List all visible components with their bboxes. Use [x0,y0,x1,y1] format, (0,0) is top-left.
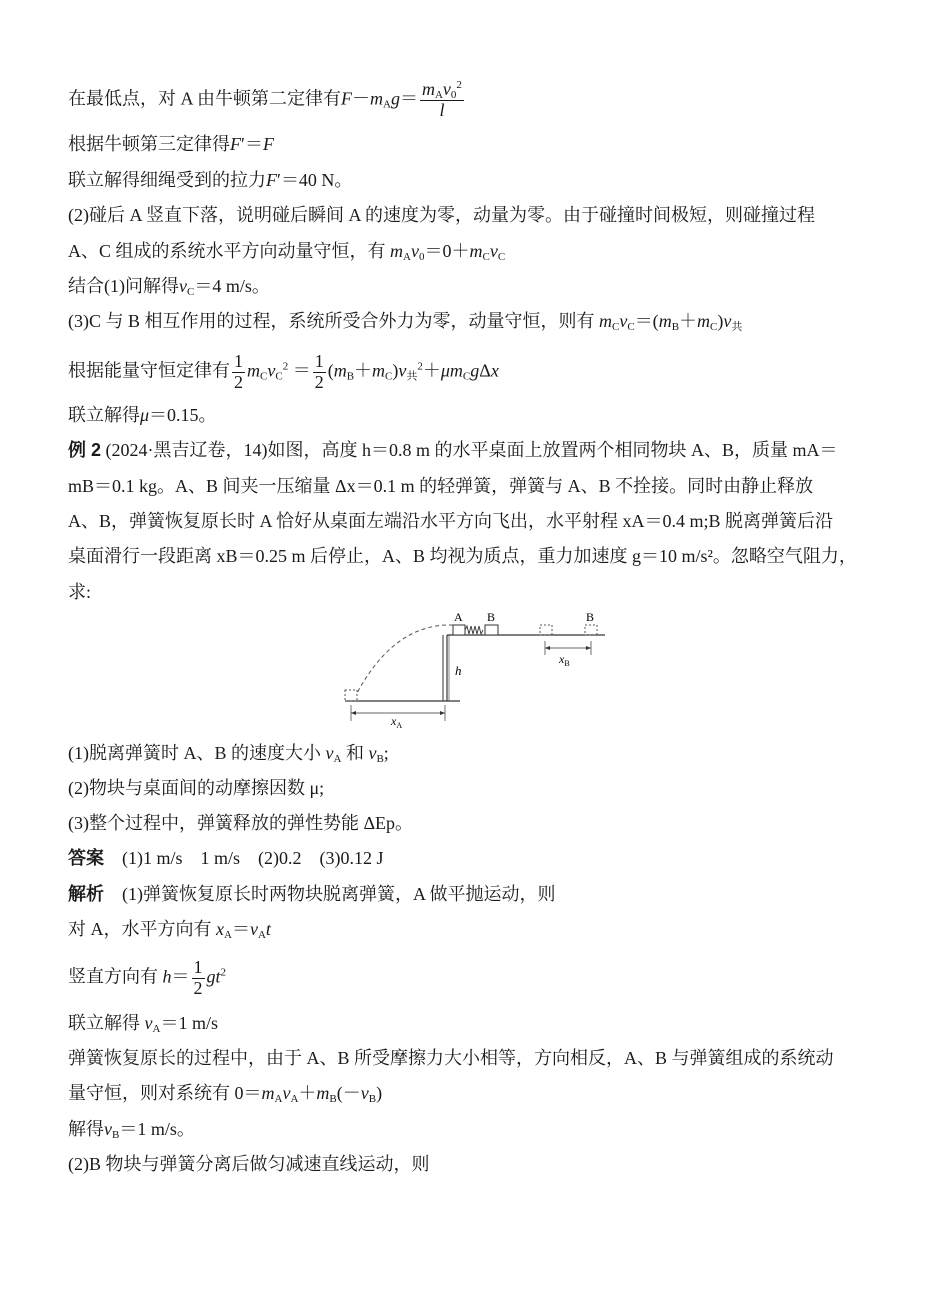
line-example2-header: 例 2 (2024·黑吉辽卷，14)如图，高度 h＝0.8 m 的水平桌面上放置两个相同物块 A、B，质量 mA＝ [68,440,838,460]
line-example2-2: mB＝0.1 kg。A、B 间夹一压缩量 Δx＝0.1 m 的轻弹簧，弹簧与 A、B 不拴接。同时由静止释放 [68,476,814,496]
answer-label: 答案 [68,848,104,868]
line-answer: 答案 (1)1 m/s 1 m/s (2)0.2 (3)0.12 J [68,848,384,868]
trajectory-path [357,625,453,693]
line-newton-second-law: 在最低点，对 A 由牛顿第二定律有$F-m_Ag=$ $\frac{m_Av_0^2}{l}$ [68,79,462,120]
line-newton-third-law: 根据牛顿第三定律得F′＝F [68,134,274,154]
solution-label: 解析 [68,884,104,904]
line-vc-result: 结合(1)问解得$v_C=4$ m/s。 [68,276,270,298]
spring [465,626,483,634]
line-energy-conservation: 根据能量守恒定律有 $\frac{1}{2}$ $m_Cv_C^2$ ＝ $\frac{1}{2}$ $(m_B+m_C)v_共^2+\mu m_Cg\Delta x$ [68,351,499,392]
line-solution-intro: 解析 (1)弹簧恢复原长时两物块脱离弹簧，A 做平抛运动，则 [68,884,556,904]
label-b: B [487,610,496,624]
line-system-equation: 量守恒，则对系统有 $0=m_Av_A+m_B(-v_B)$ [68,1083,383,1105]
line-va-result: 联立解得 $v_A=1$ m/s [68,1013,218,1035]
line-system-momentum: 弹簧恢复原长的过程中，由于 A、B 所受摩擦力大小相等，方向相反，A、B 与弹簧组成的系统动 [68,1048,834,1068]
line-example2-4: 桌面滑行一段距离 xB＝0.25 m 后停止，A、B 均视为质点，重力加速度 g＝10 m/s²。忽略空气阻力， [68,546,857,566]
line-question-3: (3)整个过程中，弹簧释放的弹性势能 ΔEp。 [68,813,414,833]
line-question-1: (1)脱离弹簧时 A、B 的速度大小 $v_A$ 和 $v_B$; [68,743,389,765]
line-example2-3: A、B，弹簧恢复原长时 A 恰好从桌面左端沿水平方向飞出，水平射程 xA＝0.4 m;B 脱离弹簧后沿 [68,511,834,531]
block-b [485,625,498,635]
line-part2-solution: (2)B 物块与弹簧分离后做匀减速直线运动，则 [68,1154,430,1174]
block-b-start [540,625,552,635]
line-example2-5: 求: [68,582,92,602]
line-part2-intro: (2)碰后 A 竖直下落，说明碰后瞬间 A 的速度为零，动量为零。由于碰撞时间极短，则碰撞过程 [68,205,815,225]
line-horizontal-motion: 对 A，水平方向有 $x_A=v_At$ [68,919,271,941]
line-mu-result: 联立解得μ＝0.15。 [68,405,217,425]
block-a-landed [345,690,357,701]
label-a: A [454,610,463,624]
example-label: 例 2 [68,440,102,460]
line-tension-result: 联立解得细绳受到的拉力F′＝40 N。 [68,170,353,190]
fraction: $\frac{m_Av_0^2}{l}$ [421,79,462,120]
line-vb-result: 解得$v_B=1$ m/s。 [68,1119,195,1141]
block-a [453,625,465,635]
label-xb: $x_B$ [559,652,570,668]
label-h: h [455,663,462,678]
line-vertical-motion: 竖直方向有 h＝ $\frac{1}{2}$ $gt^2$ [68,957,227,998]
line-part3-intro: (3)C 与 B 相互作用的过程，系统所受合外力为零，动量守恒，则有 $m_Cv_C=(m_B+m_C)v_共$ [68,311,743,333]
label-b-final: B [586,610,595,624]
block-b-stop [585,625,597,635]
table-diagram [335,605,615,730]
line-momentum-conservation: A、C 组成的系统水平方向动量守恒，有 $m_Av_0=0+m_Cv_C$ [68,241,506,263]
line-question-2: (2)物块与桌面间的动摩擦因数 μ; [68,778,325,798]
label-xa: $x_A$ [391,714,403,730]
